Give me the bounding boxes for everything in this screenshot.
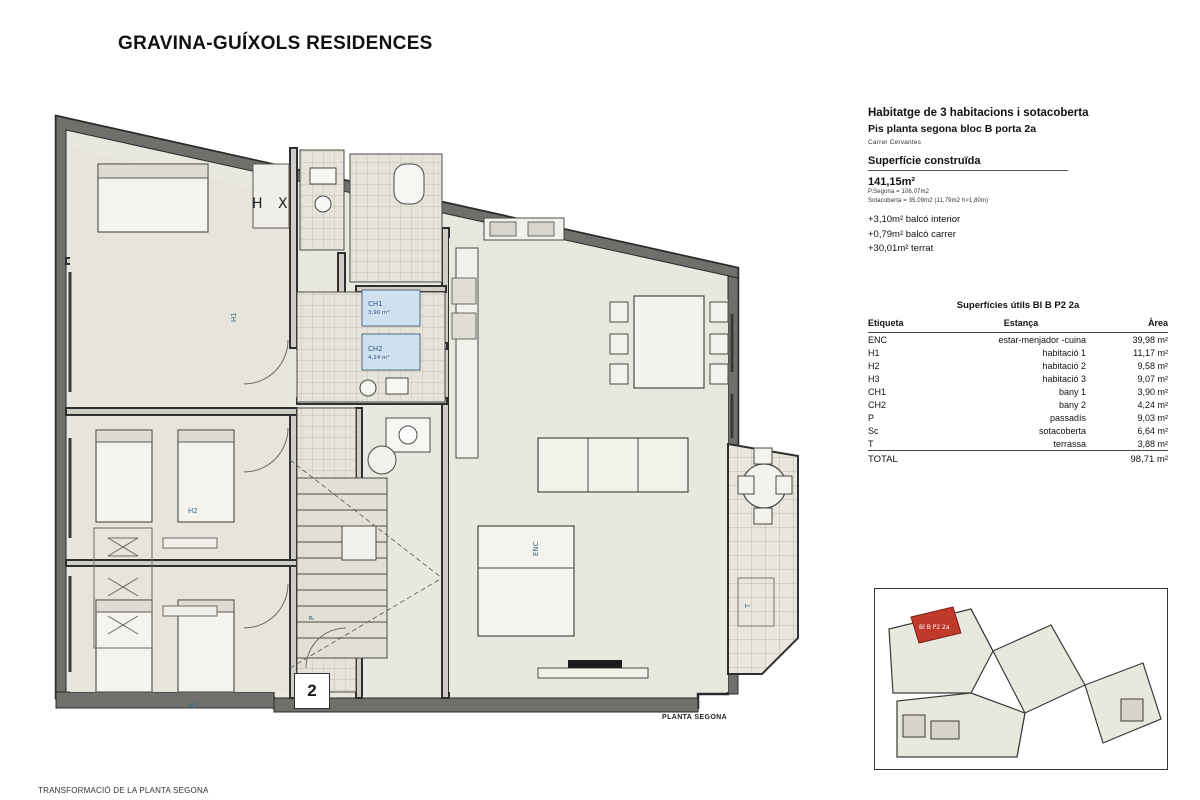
table-total-row [868,451,1168,467]
svg-text:CH2: CH2 [368,345,383,353]
column-header-area: Àrea [1102,316,1168,333]
table-row [868,333,1168,347]
table-row [868,346,1168,359]
svg-text:3,90 m²: 3,90 m² [368,310,390,316]
extra-area-item: +30,01m² terrat [868,243,934,255]
row-room: estar-menjador -cuina [998,334,1086,345]
floor-label: PLANTA SEGONA [662,714,728,721]
extra-area-item: +3,10m² balcó interior [868,213,961,225]
row-area: 11,17 m² [1133,347,1168,358]
key-plan [874,588,1168,770]
row-tag: P [868,412,875,423]
svg-text:H1: H1 [230,312,238,322]
svg-text:ENC: ENC [532,541,540,556]
surface-heading: Superfície construïda [868,154,981,167]
svg-text:CH1: CH1 [368,300,383,308]
extra-areas-list [868,213,1168,257]
table-header-row [868,316,1168,333]
column-header-room: Estança [940,316,1102,333]
row-tag: H2 [868,360,880,371]
row-room: passadís [1049,412,1086,423]
table-row [868,437,1168,451]
row-room: habitació 1 [1042,347,1086,358]
total-label: TOTAL [868,451,940,467]
row-area: 6,64 m² [1137,425,1168,436]
surface-note-1: P.Segona = 106,07m2 [868,188,930,195]
table-row [868,411,1168,424]
row-room: habitació 3 [1042,373,1086,384]
dwelling-description: Habitatge de 3 habitacions i sotacoberta [868,107,1089,119]
page-title: GRAVINA-GUÍXOLS RESIDENCES [118,33,433,54]
svg-text:Bl B P2 2a: Bl B P2 2a [919,624,950,631]
row-room: habitació 2 [1042,360,1086,371]
row-tag: H3 [868,373,880,384]
total-value: 98,71 m² [1102,451,1168,467]
row-tag: ENC [868,334,888,345]
column-header-tag: Etiqueta [868,316,940,333]
table-row [868,372,1168,385]
info-panel [868,105,1168,257]
svg-text:T: T [744,603,752,608]
row-area: 39,98 m² [1132,334,1168,345]
plan-svg [38,108,818,728]
surface-value: 141,15m² [868,175,916,188]
row-tag: T [868,438,874,449]
row-area: 3,88 m² [1137,438,1168,449]
svg-text:X: X [278,196,288,212]
row-tag: Sc [868,425,879,436]
row-tag: CH1 [868,386,887,397]
areas-table [868,300,1168,467]
table-row [868,385,1168,398]
svg-text:4,24 m²: 4,24 m² [368,355,390,361]
row-area: 4,24 m² [1137,399,1168,410]
svg-text:H2: H2 [188,507,198,515]
row-area: 9,07 m² [1137,373,1168,384]
svg-text:H3: H3 [188,702,198,710]
door-number-badge: 2 [294,673,330,709]
surface-note-2: Sotacoberta = 35,09m2 (11,79m2 h>1,80m) [868,197,989,204]
svg-text:H: H [252,196,263,212]
floor-plan-drawing [38,108,818,728]
street-name: Carrer Cervantes [868,138,922,146]
row-area: 3,90 m² [1137,386,1168,397]
row-tag: H1 [868,347,880,358]
dwelling-location: Pis planta segona bloc B porta 2a [868,122,1037,135]
row-room: bany 1 [1058,386,1086,397]
table-row [868,424,1168,437]
row-area: 9,03 m² [1137,412,1168,423]
sheet-footnote: TRANSFORMACIÓ DE LA PLANTA SEGONA [38,786,209,795]
row-area: 9,58 m² [1137,360,1168,371]
extra-area-item: +0,79m² balcó carrer [868,228,956,240]
table-row [868,398,1168,411]
table-caption: Superfícies útils Bl B P2 2a [956,300,1080,311]
row-room: sotacoberta [1038,425,1086,436]
table-row [868,359,1168,372]
row-room: bany 2 [1058,399,1086,410]
svg-text:P: P [308,615,316,620]
row-tag: CH2 [868,399,887,410]
divider [868,170,1068,171]
key-plan-svg [875,589,1167,769]
row-room: terrassa [1053,438,1086,449]
